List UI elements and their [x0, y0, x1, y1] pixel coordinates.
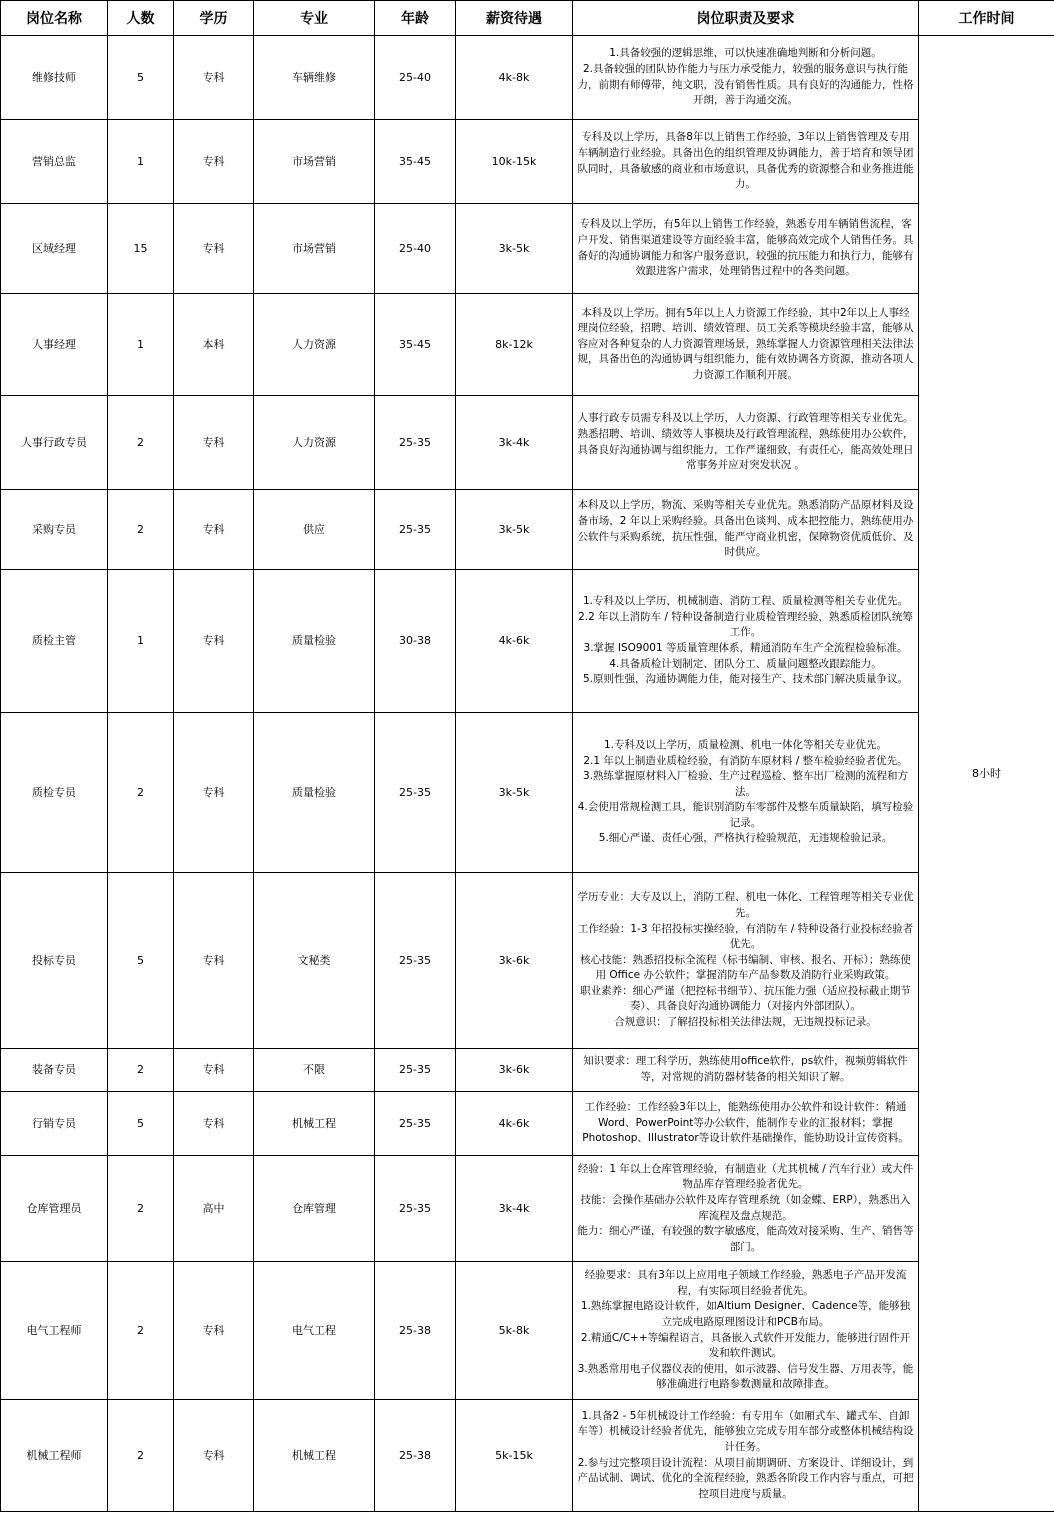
table-row	[1, 1400, 1054, 1512]
table-row	[1, 1262, 1054, 1400]
header-education: 学历	[174, 1, 254, 36]
job-title-cell: 装备专员	[1, 1049, 108, 1092]
education-cell: 专科	[174, 490, 254, 570]
major-cell: 电气工程	[254, 1262, 375, 1400]
major-cell: 质量检验	[254, 570, 375, 713]
salary-cell: 4k-6k	[456, 1092, 573, 1156]
job-title-cell: 电气工程师	[1, 1262, 108, 1400]
job-title-cell: 投标专员	[1, 873, 108, 1049]
major-cell: 不限	[254, 1049, 375, 1092]
requirements-cell	[573, 1156, 919, 1262]
major-cell: 车辆维修	[254, 36, 375, 120]
major-cell: 供应	[254, 490, 375, 570]
table-row	[1, 873, 1054, 1049]
table-row	[1, 294, 1054, 396]
headcount-cell: 1	[108, 570, 174, 713]
age-cell: 25-35	[375, 873, 456, 1049]
requirement-line: 2.参与过完整项目设计流程：从项目前期调研、方案设计、详细设计，到产品试制、调试、优化的全流程经验，熟悉各阶段工作内容与重点，可把控项目进度与质量。	[577, 1456, 914, 1500]
requirements-cell	[573, 570, 919, 713]
requirement-line: 2.2 年以上消防车 / 特种设备制造行业质检管理经验，熟悉质检团队统筹工作。	[578, 610, 913, 639]
education-cell: 专科	[174, 1400, 254, 1512]
requirement-line: 经验：1 年以上仓库管理经验，有制造业（尤其机械 / 汽车行业）或大件物品库存管理经验者优先。	[577, 1162, 914, 1191]
salary-cell: 3k-4k	[456, 396, 573, 490]
major-cell: 市场营销	[254, 120, 375, 204]
table-row	[1, 570, 1054, 713]
requirement-line: 3.掌握 ISO9001 等质量管理体系，精通消防车生产全流程检验标准。	[583, 642, 908, 654]
headcount-cell: 2	[108, 713, 174, 873]
major-cell: 机械工程	[254, 1400, 375, 1512]
salary-cell: 8k-12k	[456, 294, 573, 396]
requirement-line: 职业素养：细心严谨（把控标书细节）、抗压能力强（适应投标截止期节奏）、具备良好沟通协调能力（对接内外部团队）。	[580, 984, 911, 1013]
job-title-cell: 人事行政专员	[1, 396, 108, 490]
education-cell: 专科	[174, 713, 254, 873]
requirements-cell	[573, 294, 919, 396]
education-cell: 专科	[174, 396, 254, 490]
headcount-cell: 1	[108, 120, 174, 204]
headcount-cell: 15	[108, 204, 174, 294]
headcount-cell: 5	[108, 873, 174, 1049]
requirement-line: 5.原则性强，沟通协调能力佳，能对接生产、技术部门解决质量争议。	[582, 673, 909, 686]
age-cell: 30-38	[375, 570, 456, 713]
major-cell: 质量检验	[254, 713, 375, 873]
table-row	[1, 1049, 1054, 1092]
headcount-cell: 5	[108, 36, 174, 120]
age-cell: 25-38	[375, 1400, 456, 1512]
age-cell: 25-35	[375, 490, 456, 570]
education-cell: 高中	[174, 1156, 254, 1262]
salary-cell: 4k-8k	[456, 36, 573, 120]
salary-cell: 5k-8k	[456, 1262, 573, 1400]
headcount-cell: 2	[108, 396, 174, 490]
age-cell: 25-40	[375, 204, 456, 294]
requirement-line: 3.熟练掌握原材料入厂检验、生产过程巡检、整车出厂检测的流程和方法。	[582, 770, 909, 798]
header-work-time: 工作时间	[919, 1, 1054, 36]
job-title-cell: 维修技师	[1, 36, 108, 120]
major-cell: 人力资源	[254, 396, 375, 490]
headcount-cell: 2	[108, 490, 174, 570]
age-cell: 25-38	[375, 1262, 456, 1400]
headcount-cell: 2	[108, 1156, 174, 1262]
salary-cell: 5k-15k	[456, 1400, 573, 1512]
requirement-line: 2.具备较强的团队协作能力与压力承受能力，较强的服务意识与执行能力，前期有师傅带，纯文职，没有销售性质。具有良好的沟通能力，性格开朗，善于沟通交流。	[577, 62, 914, 107]
header-major: 专业	[254, 1, 375, 36]
job-title-cell: 采购专员	[1, 490, 108, 570]
requirement-line: 1.熟练掌握电路设计软件，如Altium Designer、Cadence等，能够独立完成电路原理图设计和PCB布局。	[580, 1300, 911, 1328]
table-row	[1, 713, 1054, 873]
education-cell: 本科	[174, 294, 254, 396]
age-cell: 25-35	[375, 1049, 456, 1092]
job-title-cell: 质检专员	[1, 713, 108, 873]
requirement-line: 4.会使用常规检测工具，能识别消防车零部件及整车质量缺陷，填写检验记录。	[577, 801, 914, 829]
header-count: 人数	[108, 1, 174, 36]
table-row	[1, 1092, 1054, 1156]
header-salary: 薪资待遇	[456, 1, 573, 36]
requirement-line: 1.具备较强的逻辑思维，可以快速准确地判断和分析问题。	[609, 47, 882, 60]
requirements-cell	[573, 1092, 919, 1156]
age-cell: 25-40	[375, 36, 456, 120]
headcount-cell: 1	[108, 294, 174, 396]
job-title-cell: 质检主管	[1, 570, 108, 713]
requirement-line: 5.细心严谨、责任心强，严格执行检验规范，无违规检验记录。	[598, 832, 893, 845]
requirement-line: 能力：细心严谨，有较强的数字敏感度，能高效对接采购、生产、销售等部门。	[577, 1225, 914, 1253]
age-cell: 25-35	[375, 396, 456, 490]
salary-cell: 3k-6k	[456, 1049, 573, 1092]
major-cell: 市场营销	[254, 204, 375, 294]
requirement-line: 3.熟悉常用电子仪器仪表的使用，如示波器、信号发生器、万用表等，能够准确进行电路参数测量和故障排查。	[577, 1362, 914, 1391]
major-cell: 人力资源	[254, 294, 375, 396]
education-cell: 专科	[174, 570, 254, 713]
salary-cell: 3k-4k	[456, 1156, 573, 1262]
requirement-line: 合规意识：了解招投标相关法律法规，无违规投标记录。	[614, 1016, 877, 1029]
requirement-line: 专科及以上学历，有5年以上销售工作经验，熟悉专用车辆销售流程，客户开发、销售渠道建设等方面经验丰富，能够高效完成个人销售任务。具备好的沟通协调能力和客户服务意识，较强的抗压能力和执行力，能够有效跟进客户需求，处理销售过程中的各类问题。	[577, 218, 914, 278]
job-title-cell: 营销总监	[1, 120, 108, 204]
requirement-line: 经验要求：具有3年以上应用电子领域工作经验，熟悉电子产品开发流程，有实际项目经验者优先。	[584, 1269, 907, 1297]
requirement-line: 2.精通C/C++等编程语言，具备嵌入式软件开发能力，能够进行固件开发和软件测试。	[580, 1331, 911, 1360]
job-title-cell: 机械工程师	[1, 1400, 108, 1512]
requirements-cell	[573, 36, 919, 120]
job-title-cell: 行销专员	[1, 1092, 108, 1156]
headcount-cell: 2	[108, 1400, 174, 1512]
salary-cell: 3k-6k	[456, 873, 573, 1049]
requirement-line: 本科及以上学历，物流、采购等相关专业优先。熟悉消防产品原材料及设备市场，2 年以上采购经验。具备出色谈判、成本把控能力，熟练使用办公软件与采购系统，抗压性强，能严守商业机密，保障物资优质低价、及时供应。	[577, 499, 914, 559]
table-row	[1, 120, 1054, 204]
requirement-line: 知识要求：理工科学历，熟练使用office软件，ps软件，视频剪辑软件等，对常规的消防器材装备的相关知识了解。	[583, 1055, 908, 1083]
requirements-cell	[573, 1049, 919, 1092]
requirements-cell	[573, 120, 919, 204]
major-cell: 文秘类	[254, 873, 375, 1049]
salary-cell: 3k-5k	[456, 713, 573, 873]
requirements-cell	[573, 490, 919, 570]
age-cell: 35-45	[375, 294, 456, 396]
requirement-line: 专科及以上学历，具备8年以上销售工作经验，3年以上销售管理及专用车辆制造行业经验。具备出色的组织管理及协调能力，善于培育和领导团队同时，具备敏感的商业和市场意识，具备优秀的资源整合和业务推进能力。	[577, 131, 914, 191]
requirement-line: 2.1 年以上制造业质检经验，有消防车原材料 / 整车检验经验者优先。	[583, 754, 908, 767]
salary-cell: 3k-5k	[456, 204, 573, 294]
education-cell: 专科	[174, 1049, 254, 1092]
job-title-cell: 区域经理	[1, 204, 108, 294]
education-cell: 专科	[174, 1092, 254, 1156]
job-title-cell: 仓库管理员	[1, 1156, 108, 1262]
education-cell: 专科	[174, 1262, 254, 1400]
education-cell: 专科	[174, 204, 254, 294]
job-table-body	[1, 36, 1054, 1512]
table-row	[1, 396, 1054, 490]
requirement-line: 人事行政专员需专科及以上学历，人力资源、行政管理等相关专业优先。熟悉招聘、培训、绩效等人事模块及行政管理流程，熟练使用办公软件，具备良好沟通协调与组织能力，工作严谨细致，有责任心，能高效处理日常事务并应对突发状况 。	[577, 412, 914, 472]
headcount-cell: 2	[108, 1049, 174, 1092]
requirement-line: 核心技能：熟悉招投标全流程（标书编制、审核、报名、开标）；熟练使用 Office 办公软件；掌握消防车产品参数及消防行业采购政策。	[580, 953, 911, 982]
requirement-line: 技能：会操作基础办公软件及库存管理系统（如金蝶、ERP），熟悉出入库流程及盘点规范。	[580, 1193, 911, 1222]
salary-cell: 3k-5k	[456, 490, 573, 570]
age-cell: 35-45	[375, 120, 456, 204]
salary-cell: 10k-15k	[456, 120, 573, 204]
headcount-cell: 5	[108, 1092, 174, 1156]
header-title: 岗位名称	[1, 1, 108, 36]
major-cell: 机械工程	[254, 1092, 375, 1156]
requirement-line: 4.具备质检计划制定、团队分工、质量问题整改跟踪能力。	[609, 657, 882, 670]
header-requirements: 岗位职责及要求	[573, 1, 919, 36]
work-time-cell: 8小时	[919, 36, 1054, 1512]
requirement-line: 学历专业：大专及以上，消防工程、机电一体化、工程管理等相关专业优先。	[577, 891, 914, 919]
requirements-cell	[573, 873, 919, 1049]
requirement-line: 工作经验：1-3 年招投标实操经验，有消防车 / 特种设备行业投标经验者优先。	[577, 922, 914, 951]
table-row	[1, 204, 1054, 294]
requirement-line: 工作经验：工作经验3年以上，能熟练使用办公软件和设计软件：精通Word、PowerPoint等办公软件，能制作专业的汇报材料；掌握Photoshop、Illustrator等设计软件基础操作，能协助设计宣传资料。	[582, 1101, 909, 1145]
age-cell: 25-35	[375, 1092, 456, 1156]
job-title-cell: 人事经理	[1, 294, 108, 396]
education-cell: 专科	[174, 36, 254, 120]
requirement-line: 1.具备2 - 5年机械设计工作经验：有专用车（如厢式车、罐式车、自卸车等）机械设计经验者优先，能够独立完成专用车部分或整体机械结构设计任务。	[577, 1409, 914, 1453]
table-row	[1, 1156, 1054, 1262]
table-row	[1, 36, 1054, 120]
requirements-cell	[573, 1400, 919, 1512]
education-cell: 专科	[174, 873, 254, 1049]
education-cell: 专科	[174, 120, 254, 204]
salary-cell: 4k-6k	[456, 570, 573, 713]
requirement-line: 本科及以上学历。拥有5年以上人力资源工作经验，其中2年以上人事经理岗位经验，招聘、培训、绩效管理、员工关系等模块经验丰富，能够从容应对各种复杂的人力资源管理场景，熟练掌握人力资源管理相关法律法规，具备出色的沟通协调与组织能力，能有效协调各方资源，推动各项人力资源工作顺利开展。	[577, 306, 914, 381]
requirements-cell	[573, 396, 919, 490]
age-cell: 25-35	[375, 713, 456, 873]
requirements-cell	[573, 713, 919, 873]
requirement-line: 1.专科及以上学历，质量检测、机电一体化等相关专业优先。	[603, 738, 888, 751]
header-age: 年龄	[375, 1, 456, 36]
requirements-cell	[573, 1262, 919, 1400]
header-row	[1, 1, 1054, 36]
major-cell: 仓库管理	[254, 1156, 375, 1262]
requirements-cell	[573, 204, 919, 294]
headcount-cell: 2	[108, 1262, 174, 1400]
table-row	[1, 490, 1054, 570]
age-cell: 25-35	[375, 1156, 456, 1262]
requirement-line: 1.专科及以上学历，机械制造、消防工程、质量检测等相关专业优先。	[582, 595, 909, 608]
